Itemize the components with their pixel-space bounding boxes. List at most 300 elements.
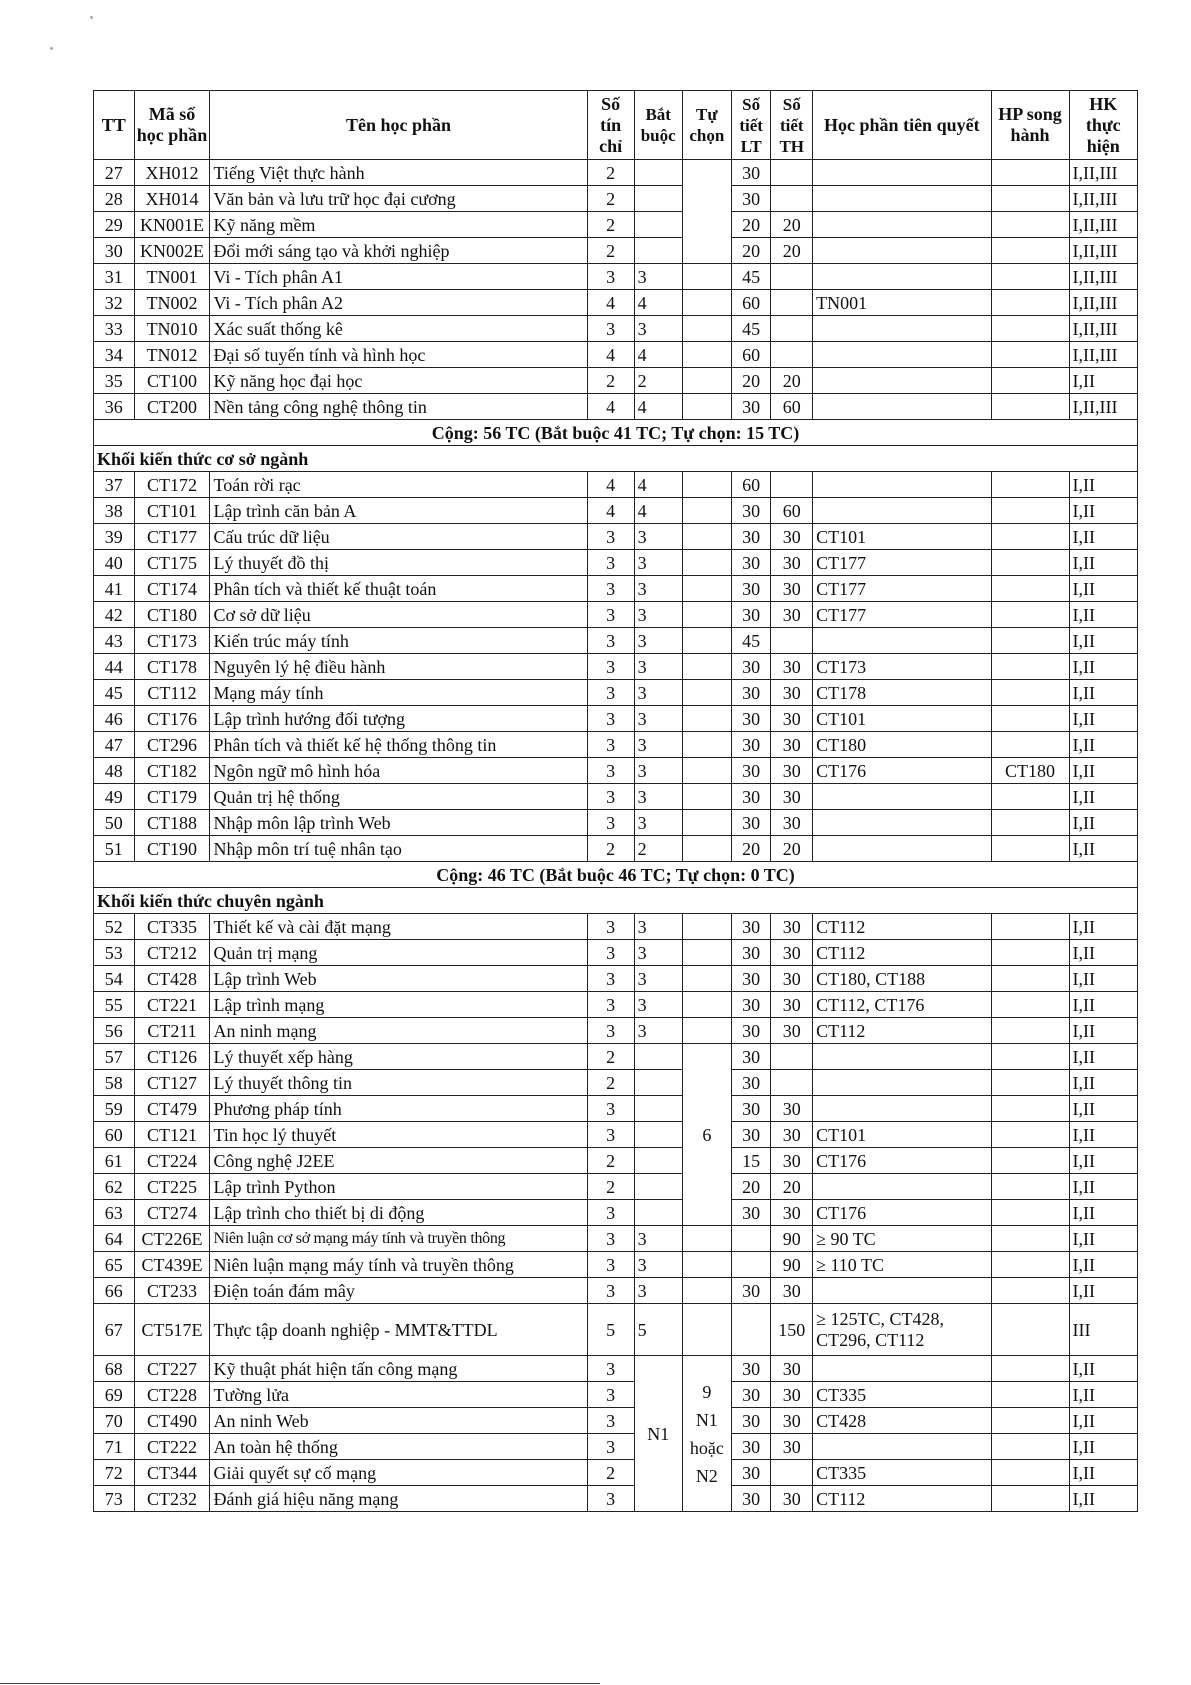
cell-hk: I,II,III	[1069, 264, 1137, 290]
cell-tt: 36	[94, 394, 135, 420]
cell-song-hanh	[991, 1096, 1069, 1122]
cell-so-tin-chi: 3	[587, 966, 634, 992]
table-row	[94, 446, 1138, 472]
cell-tt: 28	[94, 186, 135, 212]
cell-bat-buoc: 3	[634, 1226, 682, 1252]
cell-ten-hoc-phan: Lập trình mạng	[210, 992, 587, 1018]
cell-bat-buoc: 4	[634, 498, 682, 524]
cell-song-hanh	[991, 1200, 1069, 1226]
cell-bat-buoc: 3	[634, 732, 682, 758]
cell-so-tiet-th: 30	[771, 602, 813, 628]
cell-tt: 47	[94, 732, 135, 758]
cell-so-tiet-lt: 30	[731, 602, 771, 628]
cell-hk: I,II	[1069, 1122, 1137, 1148]
cell-so-tiet-lt: 20	[731, 368, 771, 394]
cell-so-tiet-th: 30	[771, 1122, 813, 1148]
cell-song-hanh	[991, 524, 1069, 550]
header-song-hanh: HP song hành	[991, 91, 1069, 160]
cell-bat-buoc: 5	[634, 1304, 682, 1356]
cell-song-hanh	[991, 1226, 1069, 1252]
cell-ma-so: CT226E	[134, 1226, 210, 1252]
cell-tt: 38	[94, 498, 135, 524]
cell-hk: I,II	[1069, 1070, 1137, 1096]
cell-ma-so: CT224	[134, 1148, 210, 1174]
cell-ten-hoc-phan: An ninh Web	[210, 1408, 587, 1434]
cell-so-tin-chi: 2	[587, 160, 634, 186]
cell-tt: 44	[94, 654, 135, 680]
table-row	[94, 706, 1138, 732]
table-row	[94, 732, 1138, 758]
cell-so-tiet-th	[771, 1070, 813, 1096]
cell-so-tiet-th: 30	[771, 966, 813, 992]
cell-so-tiet-th	[771, 342, 813, 368]
cell-so-tin-chi: 3	[587, 576, 634, 602]
cell-so-tiet-th: 30	[771, 992, 813, 1018]
table-row	[94, 394, 1138, 420]
cell-song-hanh	[991, 472, 1069, 498]
cell-tt: 42	[94, 602, 135, 628]
cell-so-tiet-lt: 30	[731, 1434, 771, 1460]
cell-tt: 69	[94, 1382, 135, 1408]
cell-so-tiet-lt: 30	[731, 914, 771, 940]
cell-tu-chon	[682, 1278, 731, 1304]
cell-tien-quyet: CT173	[813, 654, 991, 680]
cell-hk: III	[1069, 1304, 1137, 1356]
cell-so-tiet-th	[771, 316, 813, 342]
cell-bat-buoc: 3	[634, 784, 682, 810]
cell-tien-quyet: CT176	[813, 1148, 991, 1174]
table-row	[94, 940, 1138, 966]
cell-hk: I,II	[1069, 1382, 1137, 1408]
cell-so-tin-chi: 2	[587, 1070, 634, 1096]
cell-ten-hoc-phan: Quản trị hệ thống	[210, 784, 587, 810]
table-row	[94, 1200, 1138, 1226]
table-row	[94, 1174, 1138, 1200]
cell-song-hanh	[991, 810, 1069, 836]
cell-so-tiet-th: 20	[771, 238, 813, 264]
cell-tt: 30	[94, 238, 135, 264]
table-row	[94, 550, 1138, 576]
cell-ma-so: CT121	[134, 1122, 210, 1148]
cell-tt: 70	[94, 1408, 135, 1434]
cell-so-tiet-th: 30	[771, 940, 813, 966]
cell-tt: 68	[94, 1356, 135, 1382]
cell-song-hanh	[991, 342, 1069, 368]
cell-hk: I,II	[1069, 1226, 1137, 1252]
cell-so-tin-chi: 3	[587, 628, 634, 654]
cell-hk: I,II,III	[1069, 342, 1137, 368]
cell-tien-quyet: CT428	[813, 1408, 991, 1434]
cell-bat-buoc: 4	[634, 342, 682, 368]
cell-tien-quyet: CT180, CT188	[813, 966, 991, 992]
cell-ma-so: CT212	[134, 940, 210, 966]
cell-so-tiet-th	[771, 472, 813, 498]
cell-so-tiet-th: 150	[771, 1304, 813, 1356]
cell-tt: 48	[94, 758, 135, 784]
cell-ma-so: TN012	[134, 342, 210, 368]
header-ten-hoc-phan: Tên học phần	[210, 91, 587, 160]
cell-ten-hoc-phan: Mạng máy tính	[210, 680, 587, 706]
table-row	[94, 316, 1138, 342]
cell-tt: 35	[94, 368, 135, 394]
cell-tu-chon	[682, 368, 731, 394]
cell-so-tiet-lt: 20	[731, 1174, 771, 1200]
cell-hk: I,II	[1069, 992, 1137, 1018]
cell-tt: 54	[94, 966, 135, 992]
cell-so-tin-chi: 3	[587, 706, 634, 732]
cell-tu-chon	[682, 706, 731, 732]
table-row	[94, 1460, 1138, 1486]
cell-song-hanh	[991, 1018, 1069, 1044]
cell-tu-chon-merged	[682, 1356, 731, 1512]
cell-hk: I,II	[1069, 368, 1137, 394]
cell-ten-hoc-phan: Lý thuyết đồ thị	[210, 550, 587, 576]
cell-tien-quyet	[813, 784, 991, 810]
cell-tt: 45	[94, 680, 135, 706]
cell-ma-so: CT344	[134, 1460, 210, 1486]
cell-bat-buoc: 3	[634, 940, 682, 966]
cell-ma-so: CT233	[134, 1278, 210, 1304]
cell-so-tin-chi: 4	[587, 290, 634, 316]
cell-tien-quyet: CT177	[813, 576, 991, 602]
cell-ma-so: CT127	[134, 1070, 210, 1096]
cell-so-tiet-th: 30	[771, 758, 813, 784]
cell-so-tin-chi: 5	[587, 1304, 634, 1356]
table-row	[94, 1018, 1138, 1044]
cell-so-tin-chi: 3	[587, 1408, 634, 1434]
cell-tt: 62	[94, 1174, 135, 1200]
cell-tt: 73	[94, 1486, 135, 1512]
cell-tt: 64	[94, 1226, 135, 1252]
cell-bat-buoc	[634, 1174, 682, 1200]
cell-ma-so: TN002	[134, 290, 210, 316]
cell-tien-quyet	[813, 1096, 991, 1122]
cell-hk: I,II	[1069, 1408, 1137, 1434]
tu-chon-note-line: N2	[695, 1465, 718, 1486]
table-row	[94, 186, 1138, 212]
cell-song-hanh	[991, 1304, 1069, 1356]
table-row	[94, 368, 1138, 394]
cell-hk: I,II	[1069, 1278, 1137, 1304]
cell-ma-so: CT179	[134, 784, 210, 810]
cell-tu-chon	[682, 628, 731, 654]
cell-so-tiet-lt: 30	[731, 784, 771, 810]
cell-song-hanh	[991, 576, 1069, 602]
cell-so-tin-chi: 2	[587, 836, 634, 862]
cell-so-tiet-lt: 45	[731, 264, 771, 290]
cell-bat-buoc: 3	[634, 1278, 682, 1304]
cell-so-tin-chi: 3	[587, 1382, 634, 1408]
cell-hk: I,II	[1069, 914, 1137, 940]
cell-song-hanh	[991, 680, 1069, 706]
cell-so-tiet-lt: 30	[731, 810, 771, 836]
cell-song-hanh	[991, 992, 1069, 1018]
cell-so-tiet-th: 90	[771, 1252, 813, 1278]
cell-bat-buoc	[634, 212, 682, 238]
cell-so-tin-chi: 3	[587, 602, 634, 628]
cell-so-tiet-th	[771, 1460, 813, 1486]
cell-so-tin-chi: 4	[587, 394, 634, 420]
cell-tt: 39	[94, 524, 135, 550]
cell-bat-buoc	[634, 1070, 682, 1096]
cell-ten-hoc-phan: Quản trị mạng	[210, 940, 587, 966]
cell-tien-quyet: CT178	[813, 680, 991, 706]
cell-so-tiet-lt: 30	[731, 394, 771, 420]
cell-ten-hoc-phan: Cấu trúc dữ liệu	[210, 524, 587, 550]
cell-so-tin-chi: 2	[587, 368, 634, 394]
cell-ma-so: CT182	[134, 758, 210, 784]
cell-tt: 34	[94, 342, 135, 368]
cell-bat-buoc: 3	[634, 654, 682, 680]
cell-tt: 57	[94, 1044, 135, 1070]
cell-so-tiet-th	[771, 290, 813, 316]
cell-tien-quyet: CT101	[813, 524, 991, 550]
cell-so-tin-chi: 3	[587, 914, 634, 940]
cell-tu-chon	[682, 264, 731, 290]
cell-ten-hoc-phan: Văn bản và lưu trữ học đại cương	[210, 186, 587, 212]
cell-ten-hoc-phan: Phương pháp tính	[210, 1096, 587, 1122]
cell-ma-so: CT335	[134, 914, 210, 940]
cell-tt: 63	[94, 1200, 135, 1226]
cell-so-tiet-lt: 30	[731, 706, 771, 732]
cell-tien-quyet	[813, 1278, 991, 1304]
cell-ma-so: CT178	[134, 654, 210, 680]
cell-so-tiet-lt: 30	[731, 732, 771, 758]
cell-tt: 66	[94, 1278, 135, 1304]
cell-bat-buoc: 4	[634, 290, 682, 316]
cell-so-tin-chi: 3	[587, 940, 634, 966]
cell-ten-hoc-phan: Nguyên lý hệ điều hành	[210, 654, 587, 680]
cell-so-tiet-lt: 30	[731, 160, 771, 186]
cell-hk: I,II	[1069, 1460, 1137, 1486]
cell-ten-hoc-phan: Niên luận cơ sở mạng máy tính và truyền thông	[210, 1226, 587, 1252]
cell-ten-hoc-phan: Đại số tuyến tính và hình học	[210, 342, 587, 368]
cell-ma-so: CT439E	[134, 1252, 210, 1278]
header-bat-buoc: Bắt buộc	[634, 91, 682, 160]
table-row	[94, 342, 1138, 368]
cell-so-tin-chi: 2	[587, 1174, 634, 1200]
table-row	[94, 1304, 1138, 1356]
cell-tien-quyet	[813, 836, 991, 862]
cell-tu-chon	[682, 914, 731, 940]
cell-ma-so: CT180	[134, 602, 210, 628]
cell-ten-hoc-phan: Đánh giá hiệu năng mạng	[210, 1486, 587, 1512]
cell-song-hanh	[991, 1044, 1069, 1070]
cell-bat-buoc: 3	[634, 992, 682, 1018]
cell-song-hanh	[991, 1356, 1069, 1382]
tu-chon-note-line: hoặc	[689, 1437, 724, 1458]
cell-bat-buoc: 3	[634, 576, 682, 602]
header-so-tiet-th: Số tiết TH	[771, 91, 813, 160]
cell-so-tin-chi: 3	[587, 680, 634, 706]
cell-hk: I,II	[1069, 706, 1137, 732]
cell-tu-chon	[682, 810, 731, 836]
table-row	[94, 524, 1138, 550]
cell-so-tiet-th: 20	[771, 1174, 813, 1200]
cell-ma-so: XH014	[134, 186, 210, 212]
cell-so-tiet-lt: 30	[731, 1278, 771, 1304]
cell-ten-hoc-phan: Điện toán đám mây	[210, 1278, 587, 1304]
cell-so-tin-chi: 3	[587, 1356, 634, 1382]
table-row	[94, 602, 1138, 628]
cell-tu-chon	[682, 602, 731, 628]
cell-tien-quyet	[813, 368, 991, 394]
cell-tien-quyet	[813, 186, 991, 212]
cell-so-tiet-lt: 30	[731, 1070, 771, 1096]
cell-song-hanh	[991, 732, 1069, 758]
cell-tu-chon	[682, 1304, 731, 1356]
cell-hk: I,II	[1069, 940, 1137, 966]
cell-tt: 65	[94, 1252, 135, 1278]
cell-so-tin-chi: 3	[587, 1252, 634, 1278]
cell-hk: I,II	[1069, 1096, 1137, 1122]
cell-ma-so: CT479	[134, 1096, 210, 1122]
table-row	[94, 1226, 1138, 1252]
cell-so-tin-chi: 3	[587, 1122, 634, 1148]
table-row	[94, 420, 1138, 446]
cell-ten-hoc-phan: Thực tập doanh nghiệp - MMT&TTDL	[210, 1304, 587, 1356]
cell-bat-buoc: 2	[634, 368, 682, 394]
cell-so-tiet-lt: 30	[731, 680, 771, 706]
cell-ma-so: CT228	[134, 1382, 210, 1408]
cell-so-tiet-lt: 30	[731, 992, 771, 1018]
cell-ma-so: CT200	[134, 394, 210, 420]
table-row	[94, 1382, 1138, 1408]
cell-tt: 61	[94, 1148, 135, 1174]
table-row	[94, 810, 1138, 836]
cell-ten-hoc-phan: Kỹ năng mềm	[210, 212, 587, 238]
cell-tien-quyet: ≥ 125TC, CT428, CT296, CT112	[813, 1304, 991, 1356]
cell-tu-chon-merged	[682, 160, 731, 264]
cell-song-hanh	[991, 1148, 1069, 1174]
table-row	[94, 1122, 1138, 1148]
cell-so-tiet-lt: 30	[731, 1382, 771, 1408]
cell-hk: I,II	[1069, 550, 1137, 576]
cell-ten-hoc-phan: Niên luận mạng máy tính và truyền thông	[210, 1252, 587, 1278]
cell-hk: I,II	[1069, 1356, 1137, 1382]
cell-so-tin-chi: 3	[587, 810, 634, 836]
cell-so-tiet-th: 30	[771, 706, 813, 732]
cell-hk: I,II	[1069, 966, 1137, 992]
cell-so-tiet-th	[771, 1044, 813, 1070]
cell-song-hanh	[991, 212, 1069, 238]
cell-so-tiet-th: 30	[771, 1356, 813, 1382]
cell-so-tin-chi: 2	[587, 1148, 634, 1174]
cell-hk: I,II,III	[1069, 316, 1137, 342]
cell-so-tin-chi: 2	[587, 212, 634, 238]
cell-so-tiet-th: 30	[771, 732, 813, 758]
cell-ten-hoc-phan: An ninh mạng	[210, 1018, 587, 1044]
cell-song-hanh	[991, 602, 1069, 628]
cell-tt: 58	[94, 1070, 135, 1096]
cell-hk: I,II	[1069, 498, 1137, 524]
cell-bat-buoc: 3	[634, 264, 682, 290]
cell-tt: 29	[94, 212, 135, 238]
cell-song-hanh	[991, 1382, 1069, 1408]
cell-ten-hoc-phan: Phân tích và thiết kế thuật toán	[210, 576, 587, 602]
cell-ten-hoc-phan: Cơ sở dữ liệu	[210, 602, 587, 628]
cell-hk: I,II	[1069, 1486, 1137, 1512]
cell-so-tiet-lt	[731, 1304, 771, 1356]
table-row	[94, 966, 1138, 992]
cell-tt: 40	[94, 550, 135, 576]
cell-tien-quyet	[813, 810, 991, 836]
cell-so-tin-chi: 4	[587, 498, 634, 524]
cell-so-tiet-lt: 30	[731, 758, 771, 784]
cell-bat-buoc: 3	[634, 914, 682, 940]
cell-tt: 41	[94, 576, 135, 602]
cell-tu-chon	[682, 680, 731, 706]
cell-so-tiet-lt: 45	[731, 316, 771, 342]
cell-ten-hoc-phan: Nhập môn trí tuệ nhân tạo	[210, 836, 587, 862]
cell-tien-quyet	[813, 212, 991, 238]
cell-so-tiet-th: 30	[771, 654, 813, 680]
cell-so-tiet-lt: 30	[731, 550, 771, 576]
table-row	[94, 212, 1138, 238]
cell-song-hanh	[991, 1486, 1069, 1512]
cell-ma-so: CT274	[134, 1200, 210, 1226]
cell-tu-chon	[682, 836, 731, 862]
cell-hk: I,II	[1069, 810, 1137, 836]
cell-tt: 50	[94, 810, 135, 836]
cell-so-tiet-th: 30	[771, 576, 813, 602]
cell-hk: I,II	[1069, 1434, 1137, 1460]
cell-hk: I,II	[1069, 758, 1137, 784]
header-hk: HK thực hiện	[1069, 91, 1137, 160]
cell-tu-chon	[682, 784, 731, 810]
cell-so-tiet-lt: 20	[731, 212, 771, 238]
cell-bat-buoc: 3	[634, 550, 682, 576]
section-title-chuyen-nganh: Khối kiến thức chuyên ngành	[94, 888, 1138, 914]
cell-tu-chon	[682, 394, 731, 420]
cell-tien-quyet: CT101	[813, 706, 991, 732]
cell-ma-so: KN001E	[134, 212, 210, 238]
cell-ma-so: TN001	[134, 264, 210, 290]
cell-tien-quyet: CT112, CT176	[813, 992, 991, 1018]
cell-tien-quyet	[813, 472, 991, 498]
cell-song-hanh	[991, 1174, 1069, 1200]
cell-tien-quyet	[813, 1174, 991, 1200]
cell-so-tin-chi: 4	[587, 472, 634, 498]
cell-so-tin-chi: 3	[587, 1096, 634, 1122]
cell-so-tin-chi: 3	[587, 524, 634, 550]
cell-tt: 72	[94, 1460, 135, 1486]
cell-so-tiet-lt: 30	[731, 1044, 771, 1070]
cell-ten-hoc-phan: An toàn hệ thống	[210, 1434, 587, 1460]
cell-so-tin-chi: 3	[587, 1434, 634, 1460]
cell-tien-quyet: CT176	[813, 1200, 991, 1226]
cell-bat-buoc: 3	[634, 316, 682, 342]
cell-so-tiet-lt: 30	[731, 1018, 771, 1044]
cell-tien-quyet: CT180	[813, 732, 991, 758]
cell-so-tiet-th: 60	[771, 498, 813, 524]
cell-so-tiet-lt: 30	[731, 1356, 771, 1382]
tu-chon-note-line: N1	[695, 1409, 718, 1430]
cell-bat-buoc: 3	[634, 966, 682, 992]
cell-ma-so: CT428	[134, 966, 210, 992]
cell-tien-quyet	[813, 238, 991, 264]
cell-hk: I,II,III	[1069, 212, 1137, 238]
cell-ten-hoc-phan: Vi - Tích phân A2	[210, 290, 587, 316]
cell-ten-hoc-phan: Kiến trúc máy tính	[210, 628, 587, 654]
cell-song-hanh	[991, 238, 1069, 264]
cell-tien-quyet: CT112	[813, 940, 991, 966]
cell-tt: 37	[94, 472, 135, 498]
cell-hk: I,II	[1069, 654, 1137, 680]
cell-ma-so: CT100	[134, 368, 210, 394]
table-row	[94, 290, 1138, 316]
cell-tt: 31	[94, 264, 135, 290]
